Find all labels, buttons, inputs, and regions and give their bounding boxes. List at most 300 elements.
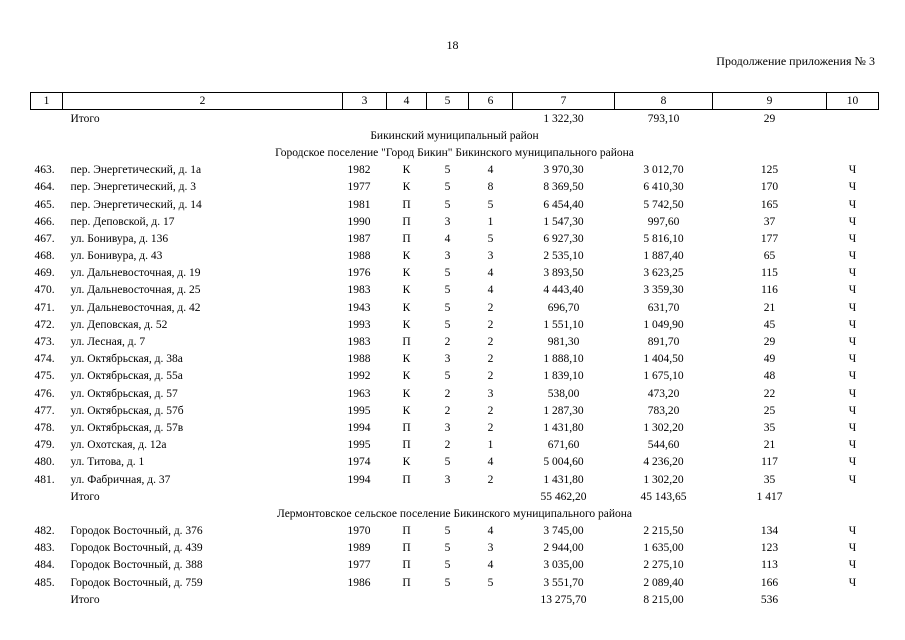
row-number: 467.	[34, 232, 55, 245]
table-row	[31, 540, 879, 557]
entrances-cell: 3	[487, 542, 494, 555]
table-row	[31, 471, 879, 488]
entrances-cell: 2	[487, 421, 494, 434]
floors-cell: 5	[444, 525, 451, 538]
area-living-cell: 1 635,00	[643, 542, 684, 555]
floors-cell: 5	[444, 301, 451, 314]
section-heading: Бикинский муниципальный район	[370, 129, 539, 142]
mark-cell: Ч	[848, 525, 857, 538]
row-number	[31, 110, 63, 128]
area-total-cell: 3 893,50	[543, 267, 584, 280]
total-label: Итого	[70, 593, 100, 606]
material-cell: П	[402, 525, 411, 538]
area-living-cell: 783,20	[647, 404, 680, 417]
year-cell: 1983	[347, 336, 371, 349]
mark-cell: Ч	[848, 181, 857, 194]
address-cell: ул. Октябрьская, д. 57в	[70, 421, 184, 434]
year-cell: 1977	[347, 559, 371, 572]
floors-cell: 5	[444, 576, 451, 589]
row-number: 484.	[34, 559, 55, 572]
year-cell: 1994	[347, 421, 371, 434]
row-number: 474.	[34, 353, 55, 366]
entrances-cell: 8	[487, 181, 494, 194]
area-living-cell: 1 675,10	[643, 370, 684, 383]
floors-cell	[427, 591, 469, 608]
row-number: 476.	[34, 387, 55, 400]
table-header-row	[31, 93, 879, 110]
year-cell: 1983	[347, 284, 371, 297]
entrances-cell: 4	[487, 164, 494, 177]
table-row	[31, 196, 879, 213]
column-header: 4	[387, 93, 427, 110]
entrances-cell: 2	[487, 318, 494, 331]
year-cell: 1970	[347, 525, 371, 538]
area-total-cell: 538,00	[547, 387, 580, 400]
area-living-cell: 6 410,30	[643, 181, 684, 194]
entrances-cell	[469, 110, 513, 128]
address-cell: ул. Октябрьская, д. 38а	[70, 353, 183, 366]
address-cell: ул. Бонивура, д. 43	[70, 250, 163, 263]
table-row	[31, 557, 879, 574]
floors-cell: 5	[444, 456, 451, 469]
address-cell: ул. Октябрьская, д. 57	[70, 387, 178, 400]
address-cell: Городок Восточный, д. 388	[70, 559, 203, 572]
area-living-cell: 473,20	[647, 387, 680, 400]
floors-cell: 5	[444, 267, 451, 280]
material-cell: К	[402, 267, 411, 280]
entrances-cell: 4	[487, 267, 494, 280]
year-cell: 1995	[347, 404, 371, 417]
floors-cell: 5	[444, 559, 451, 572]
entrances-cell: 2	[487, 473, 494, 486]
year-cell: 1982	[347, 164, 371, 177]
address-cell: ул. Бонивура, д. 136	[70, 232, 169, 245]
material-cell: П	[402, 439, 411, 452]
address-cell: Городок Восточный, д. 376	[70, 525, 203, 538]
residents-cell: 21	[763, 439, 776, 452]
table-row	[31, 230, 879, 247]
material-cell: П	[402, 576, 411, 589]
area-total-cell: 2 944,00	[543, 542, 584, 555]
column-header: 10	[827, 93, 879, 110]
area-total-cell: 3 035,00	[543, 559, 584, 572]
total-area: 1 322,30	[543, 112, 584, 125]
area-total-cell: 4 443,40	[543, 284, 584, 297]
material-cell	[387, 591, 427, 608]
table-row	[31, 213, 879, 230]
floors-cell: 3	[444, 215, 451, 228]
entrances-cell: 5	[487, 576, 494, 589]
section-heading: Городское поселение "Город Бикин" Бикинского муниципального района	[275, 146, 634, 159]
entrances-cell: 2	[487, 353, 494, 366]
area-total-cell: 3 970,30	[543, 164, 584, 177]
material-cell: П	[402, 198, 411, 211]
mark-cell: Ч	[848, 232, 857, 245]
floors-cell: 5	[444, 198, 451, 211]
year-cell: 1977	[347, 181, 371, 194]
entrances-cell: 2	[487, 301, 494, 314]
entrances-cell	[469, 591, 513, 608]
row-number: 463.	[34, 164, 55, 177]
entrances-cell: 5	[487, 232, 494, 245]
residents-cell: 166	[760, 576, 779, 589]
row-number: 470.	[34, 284, 55, 297]
column-header: 6	[469, 93, 513, 110]
material-cell	[387, 488, 427, 505]
row-number: 469.	[34, 267, 55, 280]
entrances-cell: 2	[487, 370, 494, 383]
residents-cell: 22	[763, 387, 776, 400]
residents-cell: 45	[763, 318, 776, 331]
area-total-cell: 696,70	[547, 301, 580, 314]
table-row	[31, 265, 879, 282]
year-cell: 1990	[347, 215, 371, 228]
year-cell: 1992	[347, 370, 371, 383]
area-living-cell: 2 089,40	[643, 576, 684, 589]
address-cell: ул. Деповская, д. 52	[70, 318, 168, 331]
mark-cell: Ч	[848, 267, 857, 280]
year-cell: 1963	[347, 387, 371, 400]
year-cell: 1981	[347, 198, 371, 211]
address-cell: ул. Октябрьская, д. 55а	[70, 370, 183, 383]
material-cell: К	[402, 250, 411, 263]
address-cell: пер. Энергетический, д. 14	[70, 198, 202, 211]
year-cell: 1976	[347, 267, 371, 280]
row-number: 478.	[34, 421, 55, 434]
area-total-cell: 981,30	[547, 336, 580, 349]
residents-cell: 49	[763, 353, 776, 366]
year-cell: 1995	[347, 439, 371, 452]
address-cell: пер. Энергетический, д. 1а	[70, 164, 202, 177]
floors-cell: 2	[444, 439, 451, 452]
mark-cell: Ч	[848, 404, 857, 417]
total-row	[31, 591, 879, 608]
residents-cell: 29	[763, 336, 776, 349]
mark-cell: Ч	[848, 542, 857, 555]
total-residents: 29	[763, 112, 776, 125]
material-cell: П	[402, 336, 411, 349]
housing-table	[30, 92, 879, 608]
row-number: 482.	[34, 525, 55, 538]
material-cell: П	[402, 473, 411, 486]
address-cell: ул. Охотская, д. 12а	[70, 439, 167, 452]
area-living-cell: 1 302,20	[643, 421, 684, 434]
year-cell	[343, 591, 387, 608]
table-row	[31, 299, 879, 316]
row-number: 472.	[34, 318, 55, 331]
entrances-cell: 4	[487, 456, 494, 469]
row-number: 477.	[34, 404, 55, 417]
section-heading-row	[31, 144, 879, 161]
entrances-cell: 4	[487, 284, 494, 297]
area-living-cell: 1 887,40	[643, 250, 684, 263]
mark-cell: Ч	[848, 301, 857, 314]
entrances-cell: 4	[487, 559, 494, 572]
residents-cell: 113	[761, 559, 778, 572]
row-number: 464.	[34, 181, 55, 194]
total-area: 13 275,70	[540, 593, 587, 606]
mark-cell: Ч	[848, 439, 857, 452]
area-living-cell: 2 215,50	[643, 525, 684, 538]
address-cell: ул. Титова, д. 1	[70, 456, 145, 469]
residents-cell: 115	[761, 267, 778, 280]
residents-cell: 48	[763, 370, 776, 383]
column-header: 1	[31, 93, 63, 110]
section-heading-row	[31, 127, 879, 144]
residents-cell: 35	[763, 421, 776, 434]
mark-cell: Ч	[848, 164, 857, 177]
area-living-cell: 3 012,70	[643, 164, 684, 177]
continuation-title: Продолжение приложения № 3	[716, 54, 875, 68]
area-living-cell: 1 049,90	[643, 318, 684, 331]
residents-cell: 21	[763, 301, 776, 314]
material-cell: К	[402, 164, 411, 177]
material-cell: К	[402, 456, 411, 469]
area-total-cell: 2 535,10	[543, 250, 584, 263]
row-number	[31, 488, 63, 505]
address-cell: пер. Деповской, д. 17	[70, 215, 175, 228]
table-row	[31, 282, 879, 299]
row-number: 473.	[34, 336, 55, 349]
area-living-cell: 5 742,50	[643, 198, 684, 211]
table-row	[31, 574, 879, 591]
residents-cell: 123	[760, 542, 779, 555]
mark-cell: Ч	[848, 370, 857, 383]
mark-cell: Ч	[848, 576, 857, 589]
area-living-cell: 891,70	[647, 336, 680, 349]
table-row	[31, 419, 879, 436]
mark-cell: Ч	[848, 336, 857, 349]
table-row	[31, 333, 879, 350]
floors-cell	[427, 488, 469, 505]
address-cell: ул. Дальневосточная, д. 42	[70, 301, 201, 314]
row-number	[31, 591, 63, 608]
entrances-cell: 2	[487, 336, 494, 349]
year-cell	[343, 110, 387, 128]
area-living-cell: 1 302,20	[643, 473, 684, 486]
mark-cell: Ч	[848, 387, 857, 400]
table-row	[31, 248, 879, 265]
area-living-cell: 2 275,10	[643, 559, 684, 572]
area-living-cell: 631,70	[647, 301, 680, 314]
floors-cell: 3	[444, 473, 451, 486]
total-area: 55 462,20	[540, 490, 587, 503]
residents-cell: 170	[760, 181, 779, 194]
mark-cell: Ч	[848, 198, 857, 211]
residents-cell: 125	[760, 164, 779, 177]
floors-cell: 3	[444, 353, 451, 366]
mark-cell: Ч	[848, 284, 857, 297]
floors-cell: 5	[444, 284, 451, 297]
area-total-cell: 671,60	[547, 439, 580, 452]
table-row	[31, 162, 879, 179]
residents-cell: 35	[763, 473, 776, 486]
column-header: 8	[615, 93, 713, 110]
year-cell: 1993	[347, 318, 371, 331]
total-row	[31, 110, 879, 128]
residents-cell: 37	[763, 215, 776, 228]
address-cell: Городок Восточный, д. 439	[70, 542, 203, 555]
total-label: Итого	[70, 112, 100, 125]
area-total-cell: 1 551,10	[543, 318, 584, 331]
mark-cell	[827, 110, 879, 128]
table-row	[31, 351, 879, 368]
year-cell	[343, 488, 387, 505]
floors-cell: 2	[444, 336, 451, 349]
mark-cell: Ч	[848, 215, 857, 228]
material-cell: К	[402, 370, 411, 383]
table-row	[31, 179, 879, 196]
material-cell: К	[402, 284, 411, 297]
table-row	[31, 385, 879, 402]
row-number: 480.	[34, 456, 55, 469]
floors-cell: 3	[444, 421, 451, 434]
mark-cell: Ч	[848, 456, 857, 469]
column-header: 9	[713, 93, 827, 110]
entrances-cell	[469, 488, 513, 505]
total-row	[31, 488, 879, 505]
floors-cell: 3	[444, 250, 451, 263]
entrances-cell: 4	[487, 525, 494, 538]
mark-cell	[827, 488, 879, 505]
area-total-cell: 6 927,30	[543, 232, 584, 245]
entrances-cell: 1	[487, 439, 494, 452]
floors-cell: 5	[444, 164, 451, 177]
floors-cell	[427, 110, 469, 128]
table-row	[31, 368, 879, 385]
residents-cell: 134	[760, 525, 779, 538]
floors-cell: 5	[444, 370, 451, 383]
table-row	[31, 402, 879, 419]
mark-cell: Ч	[848, 421, 857, 434]
residents-cell: 165	[760, 198, 779, 211]
area-living-cell: 544,60	[647, 439, 680, 452]
floors-cell: 4	[444, 232, 451, 245]
area-total-cell: 3 551,70	[543, 576, 584, 589]
column-header: 3	[343, 93, 387, 110]
residents-cell: 117	[761, 456, 778, 469]
area-total-cell: 1 839,10	[543, 370, 584, 383]
material-cell: П	[402, 421, 411, 434]
floors-cell: 5	[444, 318, 451, 331]
table-row	[31, 437, 879, 454]
material-cell	[387, 110, 427, 128]
area-living-cell: 5 816,10	[643, 232, 684, 245]
row-number: 479.	[34, 439, 55, 452]
material-cell: П	[402, 232, 411, 245]
row-number: 465.	[34, 198, 55, 211]
year-cell: 1988	[347, 353, 371, 366]
material-cell: К	[402, 301, 411, 314]
year-cell: 1987	[347, 232, 371, 245]
floors-cell: 2	[444, 404, 451, 417]
area-total-cell: 5 004,60	[543, 456, 584, 469]
material-cell: К	[402, 181, 411, 194]
mark-cell: Ч	[848, 250, 857, 263]
area-total-cell: 1 287,30	[543, 404, 584, 417]
year-cell: 1986	[347, 576, 371, 589]
material-cell: К	[402, 353, 411, 366]
year-cell: 1943	[347, 301, 371, 314]
year-cell: 1989	[347, 542, 371, 555]
residents-cell: 25	[763, 404, 776, 417]
row-number: 471.	[34, 301, 55, 314]
section-heading: Лермонтовское сельское поселение Бикинского муниципального района	[276, 507, 633, 520]
area-living-cell: 4 236,20	[643, 456, 684, 469]
row-number: 483.	[34, 542, 55, 555]
column-header: 5	[427, 93, 469, 110]
row-number: 468.	[34, 250, 55, 263]
year-cell: 1994	[347, 473, 371, 486]
area-total-cell: 1 888,10	[543, 353, 584, 366]
entrances-cell: 3	[487, 250, 494, 263]
area-total-cell: 1 431,80	[543, 421, 584, 434]
year-cell: 1988	[347, 250, 371, 263]
area-total-cell: 6 454,40	[543, 198, 584, 211]
mark-cell: Ч	[848, 473, 857, 486]
row-number: 466.	[34, 215, 55, 228]
address-cell: ул. Лесная, д. 7	[70, 336, 146, 349]
entrances-cell: 1	[487, 215, 494, 228]
total-label: Итого	[70, 490, 100, 503]
address-cell: ул. Дальневосточная, д. 19	[70, 267, 201, 280]
total-living-area: 8 215,00	[643, 593, 684, 606]
material-cell: П	[402, 559, 411, 572]
material-cell: П	[402, 215, 411, 228]
residents-cell: 177	[760, 232, 779, 245]
area-total-cell: 1 547,30	[543, 215, 584, 228]
page-number: 18	[446, 38, 459, 52]
address-cell: ул. Фабричная, д. 37	[70, 473, 171, 486]
address-cell: ул. Дальневосточная, д. 25	[70, 284, 201, 297]
table-row	[31, 316, 879, 333]
total-living-area: 45 143,65	[640, 490, 687, 503]
floors-cell: 5	[444, 542, 451, 555]
area-living-cell: 3 623,25	[643, 267, 684, 280]
row-number: 485.	[34, 576, 55, 589]
row-number: 481.	[34, 473, 55, 486]
mark-cell: Ч	[848, 353, 857, 366]
row-number: 475.	[34, 370, 55, 383]
total-residents: 1 417	[756, 490, 783, 503]
area-total-cell: 1 431,80	[543, 473, 584, 486]
floors-cell: 5	[444, 181, 451, 194]
year-cell: 1974	[347, 456, 371, 469]
mark-cell: Ч	[848, 318, 857, 331]
table-row	[31, 523, 879, 540]
material-cell: К	[402, 404, 411, 417]
area-living-cell: 1 404,50	[643, 353, 684, 366]
address-cell: ул. Октябрьская, д. 57б	[70, 404, 184, 417]
material-cell: К	[402, 318, 411, 331]
column-header: 2	[63, 93, 343, 110]
mark-cell	[827, 591, 879, 608]
residents-cell: 116	[761, 284, 778, 297]
entrances-cell: 5	[487, 198, 494, 211]
entrances-cell: 3	[487, 387, 494, 400]
area-living-cell: 3 359,30	[643, 284, 684, 297]
section-heading-row	[31, 505, 879, 522]
material-cell: К	[402, 387, 411, 400]
residents-cell: 65	[763, 250, 776, 263]
total-living-area: 793,10	[647, 112, 680, 125]
entrances-cell: 2	[487, 404, 494, 417]
table-row	[31, 454, 879, 471]
address-cell: пер. Энергетический, д. 3	[70, 181, 196, 194]
area-total-cell: 3 745,00	[543, 525, 584, 538]
address-cell: Городок Восточный, д. 759	[70, 576, 203, 589]
material-cell: П	[402, 542, 411, 555]
